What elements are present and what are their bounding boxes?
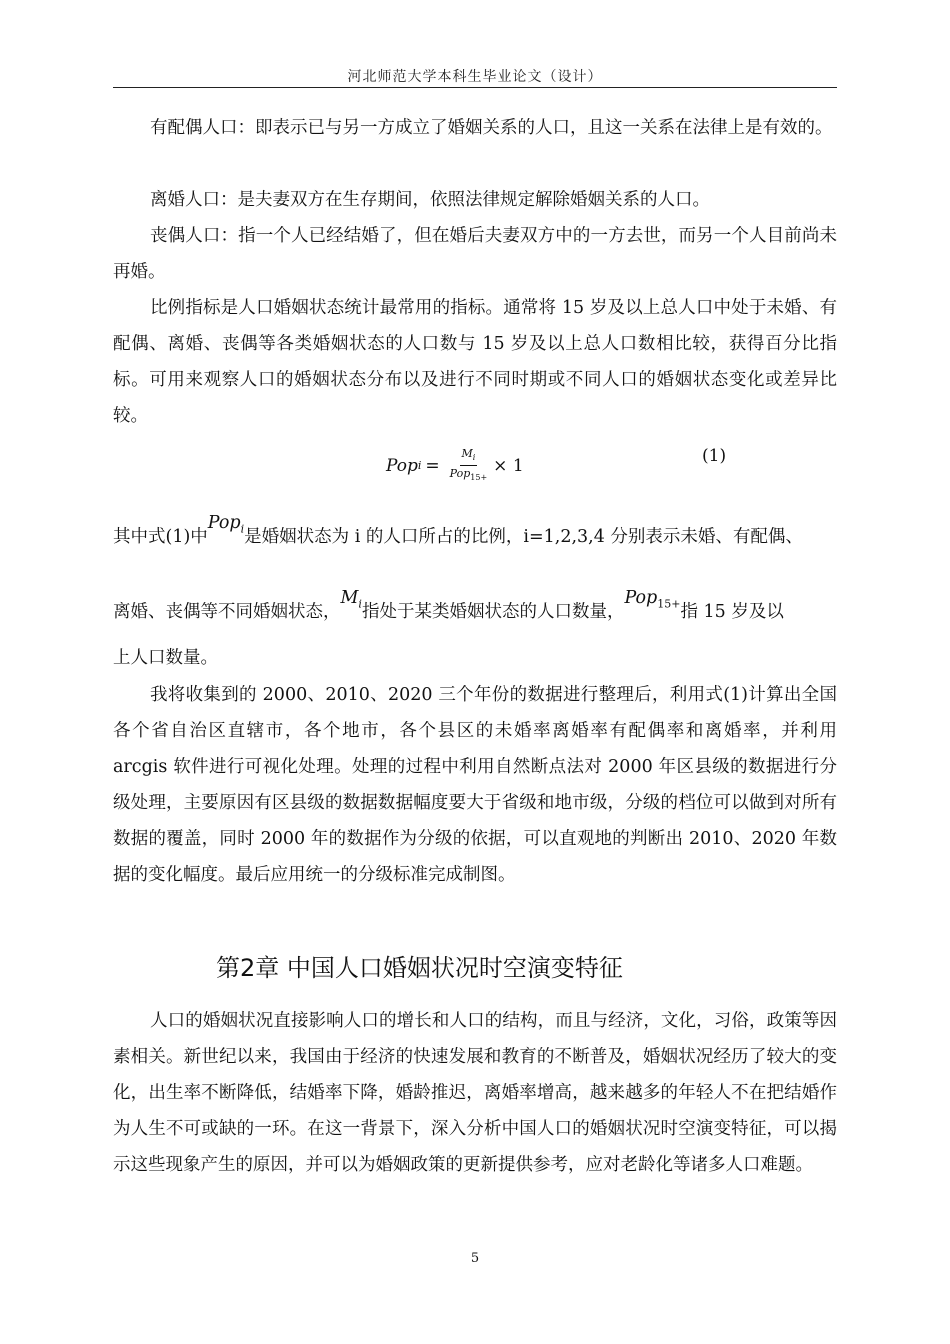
chapter-title: 第2章 中国人口婚姻状况时空演变特征 xyxy=(216,954,623,982)
paragraph-divorced: 离婚人口：是夫妻双方在生存期间，依照法律规定解除婚姻关系的人口。 xyxy=(150,190,710,210)
paragraph-explanation-line1: 其中式(1)中Pop$_i$是婚姻状态为 i 的人口所占的比例，i=1,2,3,4 分别表示未婚、有配偶、 xyxy=(113,513,803,547)
paragraph-data-processing: 我将收集到的 2000、2010、2020 三个年份的数据进行整理后，利用式(1)计算出全国各个省自治区直辖市，各个地市，各个县区的未婚率离婚率有配偶率和离婚率，并利用 arcgis 软件进行可视化处理。处理的过程中利用自然断点法对 2000 年区县级的数据进行分级处理，主要原因有区县级的数据数据幅度要大于省级和地市级，分级的档位可以做到对所有数据的覆盖，同时 2000 年的数据作为分级的依据，可以直观地的判断出 2010、2020 年数据的变化幅度。最后应用统一的分级标准完成制图。 xyxy=(113,685,837,885)
formula-denominator: Pop$_{15+}$ xyxy=(449,467,488,483)
formula-numerator: $M_i$ xyxy=(460,446,478,466)
paragraph-explanation-line3: 上人口数量。 xyxy=(113,648,218,668)
inline-pop-i: Pop$_i$ xyxy=(207,513,245,536)
formula-1 xyxy=(386,446,524,485)
paragraph-ratio-indicator: 比例指标是人口婚姻状态统计最常用的指标。通常将 15 岁及以上总人口中处于未婚、有配偶、离婚、丧偶等各类婚姻状态的人口数与 15 岁及以上总人口数相比较，获得百分比指标。可用来观察人口的婚姻状态分布以及进行不同时期或不同人口的婚姻状态变化或差异比较。 xyxy=(113,298,837,426)
formula-times: × 1 xyxy=(493,455,524,476)
inline-m-i: $M_i$ xyxy=(340,588,362,611)
paragraph-explanation-line2: 离婚、丧偶等不同婚姻状态，$M_i$指处于某类婚姻状态的人口数量，Pop$_{15+}$指 15 岁及以 xyxy=(113,588,784,622)
paragraph-widowed: 丧偶人口：指一个人已经结婚了，但在婚后夫妻双方中的一方去世，而另一个人目前尚未再婚。 xyxy=(113,226,837,282)
formula-lhs: Pop xyxy=(386,455,418,476)
inline-pop-15: Pop$_{15+}$ xyxy=(624,588,681,611)
page-header: 河北师范大学本科生毕业论文（设计） xyxy=(347,69,603,85)
formula-fraction xyxy=(448,446,490,485)
paragraph-married: 有配偶人口：即表示已与另一方成立了婚姻关系的人口，且这一关系在法律上是有效的。 xyxy=(150,118,833,138)
formula-equals: = xyxy=(425,455,440,476)
header-divider xyxy=(113,87,837,88)
page-number: 5 xyxy=(470,1251,480,1266)
paragraph-chapter-intro: 人口的婚姻状况直接影响人口的增长和人口的结构，而且与经济，文化，习俗，政策等因素相关。新世纪以来，我国由于经济的快速发展和教育的不断普及，婚姻状况经历了较大的变化，出生率不断降低，结婚率下降，婚龄推迟，离婚率增高，越来越多的年轻人不在把结婚作为人生不可或缺的一环。在这一背景下，深入分析中国人口的婚姻状况时空演变特征，可以揭示这些现象产生的原因，并可以为婚姻政策的更新提供参考，应对老龄化等诸多人口难题。 xyxy=(113,1011,837,1175)
formula-lhs-sub: i xyxy=(417,459,422,473)
equation-number: (1) xyxy=(702,446,727,466)
